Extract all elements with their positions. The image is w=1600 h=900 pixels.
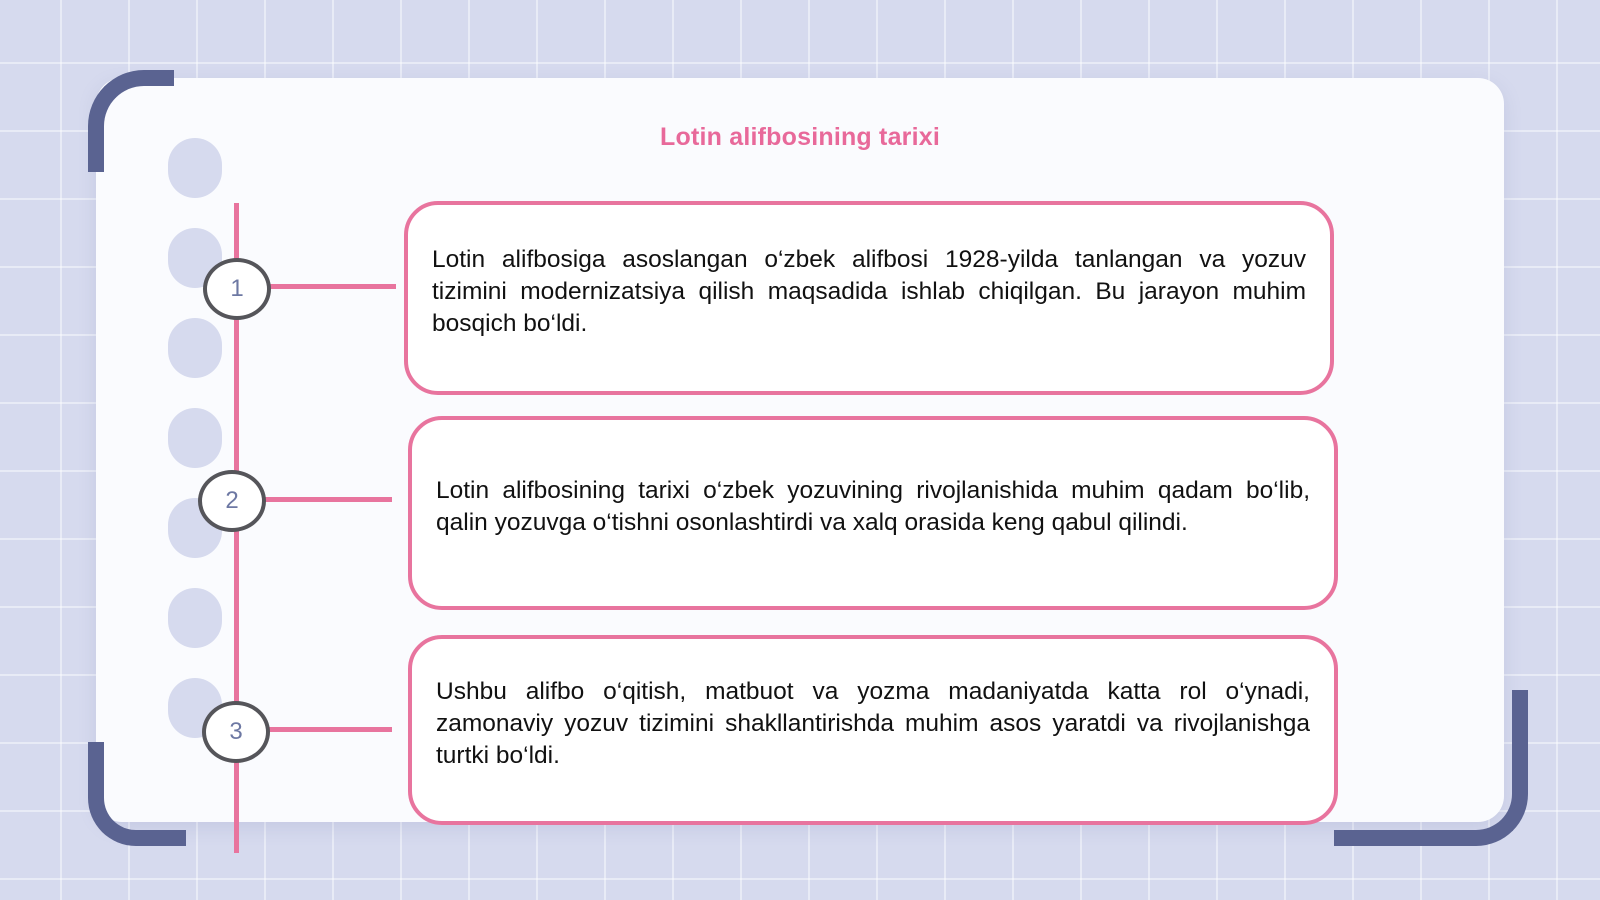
sheet-edge-notch	[168, 408, 222, 468]
sheet-edge-notch	[168, 588, 222, 648]
timeline-card-text: Lotin alifbosining tarixi o‘zbek yozuvining rivojlanishida muhim qadam bo‘lib, qalin yozuvga o‘tishni osonlashtirdi va xalq orasida keng qabul qilindi.	[436, 477, 1310, 536]
timeline-card-text: Ushbu alifbo o‘qitish, matbuot va yozma madaniyatda katta rol o‘ynadi, zamonaviy yozuv tizimini shakllantirishda muhim asos yaratdi va rivojlanishga turtki bo‘ldi.	[436, 678, 1310, 769]
frame-corner-top-left	[88, 70, 174, 172]
step-number: 3	[229, 718, 243, 745]
frame-corner-bottom-left	[88, 742, 186, 846]
timeline-card	[408, 635, 1338, 825]
slide-title: Lotin alifbosining tarixi	[660, 123, 940, 151]
timeline-step-circle	[203, 258, 271, 320]
timeline-connector	[262, 497, 392, 502]
sheet-edge-notch	[168, 318, 222, 378]
timeline-card	[408, 416, 1338, 610]
timeline-card	[404, 201, 1334, 395]
timeline-card-text: Lotin alifbosiga asoslangan o‘zbek alifbosi 1928-yilda tanlangan va yozuv tizimini modernizatsiya qilish maqsadida ishlab chiqilgan. Bu jarayon muhim bosqich bo‘ldi.	[432, 246, 1306, 337]
timeline-connector	[266, 727, 392, 732]
timeline-connector	[266, 284, 396, 289]
step-number: 2	[225, 487, 239, 514]
timeline-step-circle	[202, 701, 270, 763]
timeline-step-circle	[198, 470, 266, 532]
step-number: 1	[230, 275, 244, 302]
frame-corner-bottom-right	[1334, 690, 1528, 846]
